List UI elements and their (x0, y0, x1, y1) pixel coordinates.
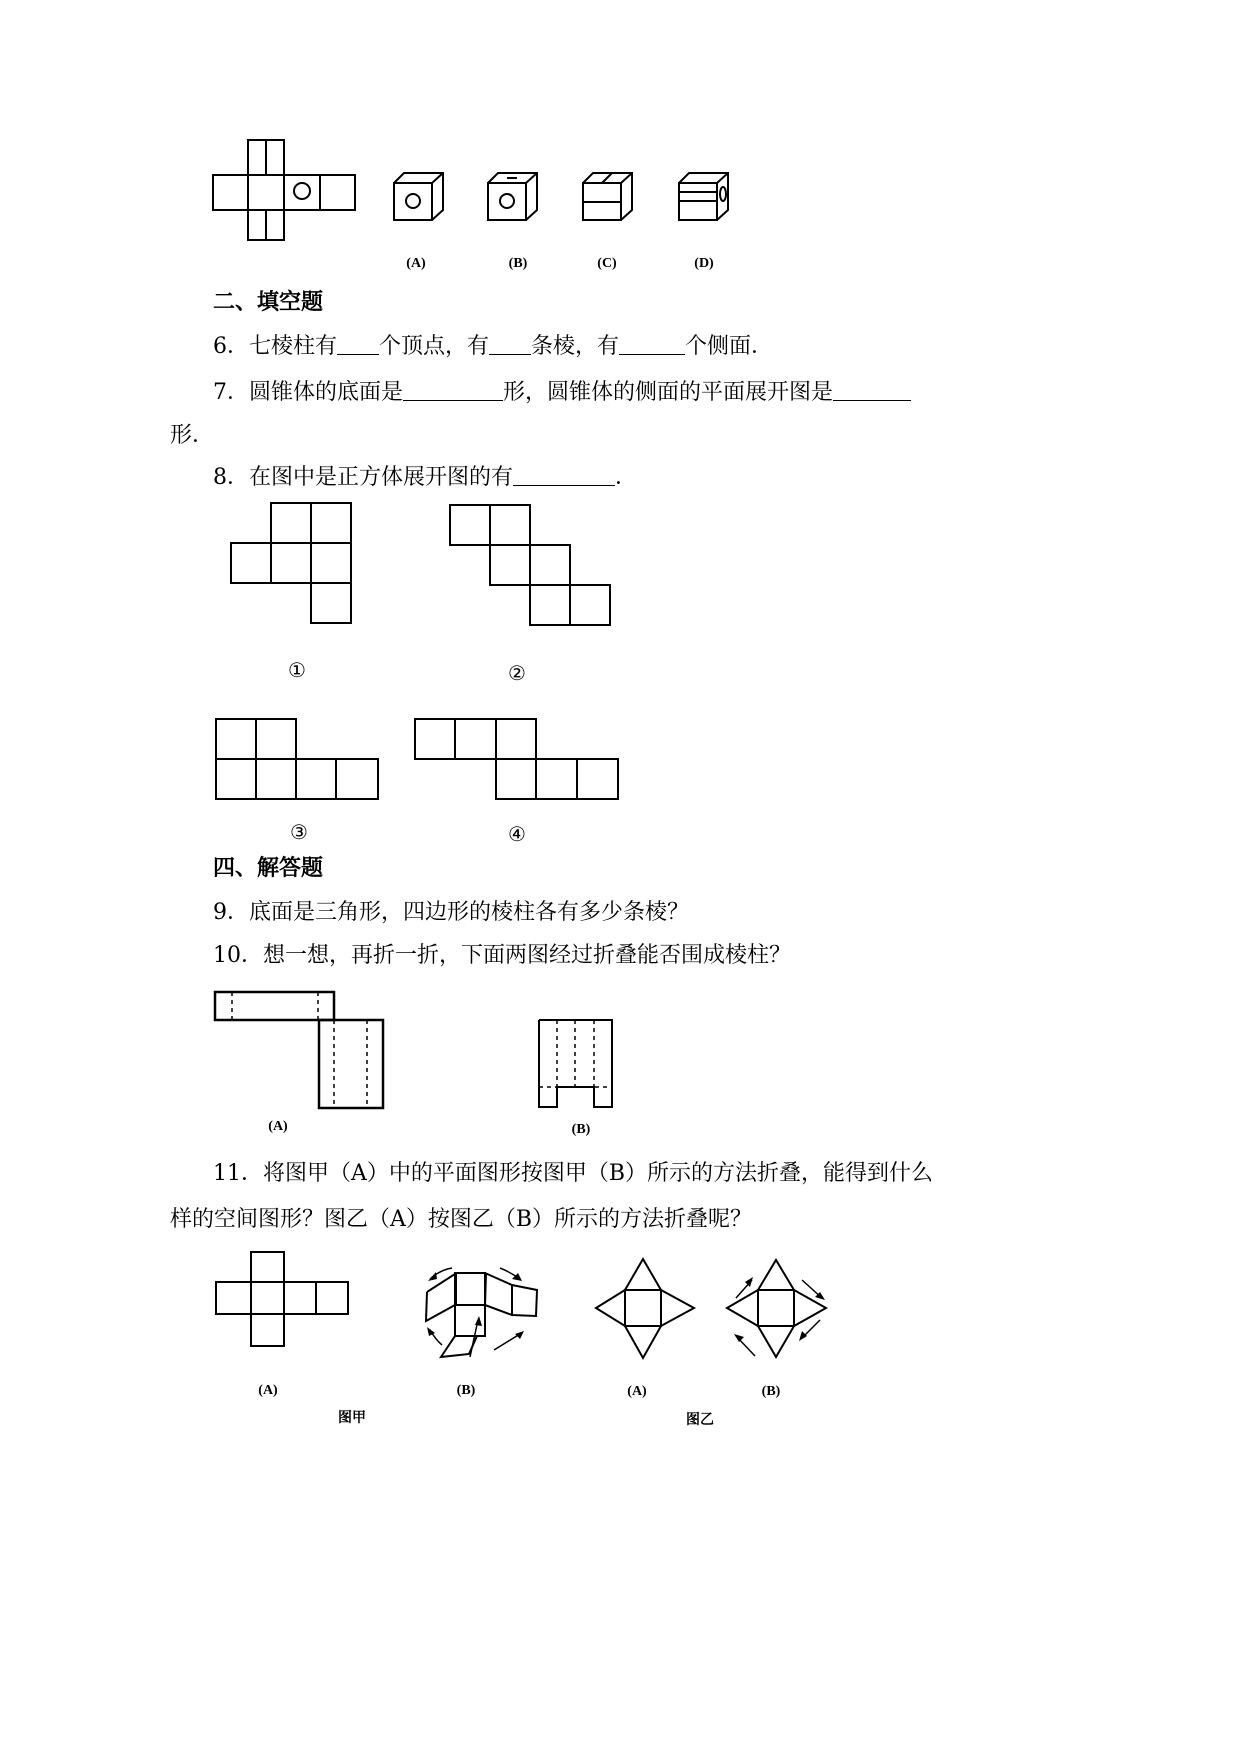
q11-caption-yi: 图乙 (686, 1413, 714, 1428)
q11-label-jia-b: (B) (456, 1383, 476, 1398)
question-11-line-2: 样的空间图形？图乙（A）按图乙（B）所示的方法折叠呢？ (170, 1207, 753, 1232)
q5-label-b: (B) (508, 256, 528, 271)
question-11-line-1: 11．将图甲（A）中的平面图形按图甲（B）所示的方法折叠，能得到什么 (213, 1161, 934, 1186)
section-heading-answer: 四、解答题 (213, 855, 324, 881)
q10-label-a: (A) (268, 1119, 288, 1134)
q8-label-1: ① (288, 658, 306, 682)
q11-caption-jia: 图甲 (338, 1411, 366, 1426)
q7-text-2: 形，圆锥体的侧面的平面展开图是 (503, 380, 834, 405)
q7-number: 7． (213, 380, 249, 405)
q5-label-d: (D) (694, 256, 714, 271)
q6-number: 6． (213, 334, 249, 359)
question-9: 9．底面是三角形，四边形的棱柱各有多少条棱？ (213, 900, 689, 925)
q11-label-yi-a: (A) (627, 1384, 647, 1399)
q8-text-1: 在图中是正方体展开图的有 (249, 465, 514, 490)
q7-text-1: 圆锥体的底面是 (249, 380, 404, 405)
q8-text-2: ． (615, 465, 638, 490)
q6-text-4: 个侧面． (685, 334, 774, 359)
q6-text-3: 条棱，有 (531, 334, 620, 359)
q5-label-a: (A) (406, 256, 426, 271)
question-7-continued: 形． (170, 423, 215, 448)
q5-label-c: (C) (597, 256, 617, 271)
q11-label-jia-a: (A) (258, 1383, 278, 1398)
question-10: 10．想一想，再折一折，下面两图经过折叠能否围成棱柱？ (213, 943, 791, 968)
q8-number: 8． (213, 465, 249, 490)
q8-label-3: ③ (290, 820, 308, 844)
q6-text-2: 个顶点，有 (379, 334, 490, 359)
q10-label-b: (B) (571, 1122, 591, 1137)
q11-label-yi-b: (B) (761, 1384, 781, 1399)
section-heading-fill-blank: 二、填空题 (213, 289, 324, 315)
q6-text-1: 七棱柱有 (249, 334, 338, 359)
q8-label-4: ④ (508, 822, 526, 846)
q8-label-2: ② (508, 661, 526, 685)
